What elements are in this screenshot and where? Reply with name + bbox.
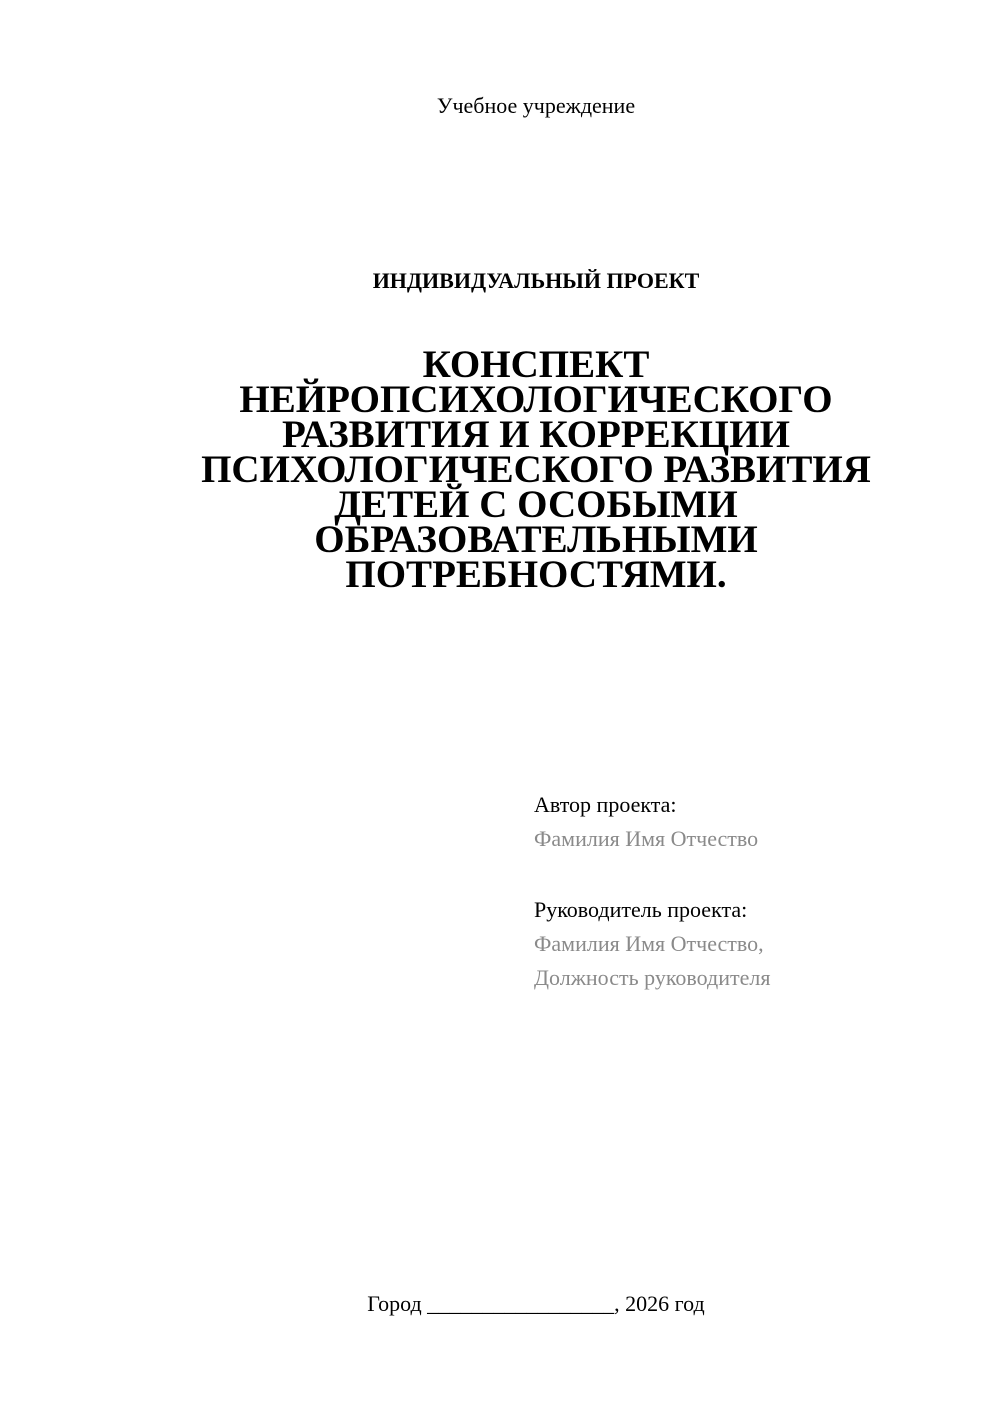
supervisor-name: Фамилия Имя Отчество, <box>534 931 764 956</box>
author-label: Автор проекта: <box>534 792 677 817</box>
project-title <box>150 343 922 596</box>
supervisor-label: Руководитель проекта: <box>534 897 748 922</box>
project-title-line: РАЗВИТИЯ И КОРРЕКЦИИ <box>282 413 790 456</box>
institution-name: Учебное учреждение <box>436 93 636 118</box>
project-title-line: НЕЙРОПСИХОЛОГИЧЕСКОГО <box>239 378 833 421</box>
supervisor-block <box>534 893 770 995</box>
project-title-line: ПСИХОЛОГИЧЕСКОГО РАЗВИТИЯ <box>201 448 871 491</box>
project-title-line: ДЕТЕЙ С ОСОБЫМИ <box>334 483 738 526</box>
project-type-heading: ИНДИВИДУАЛЬНЫЙ ПРОЕКТ <box>372 268 700 293</box>
project-title-line: КОНСПЕКТ <box>422 343 650 386</box>
project-title-line: ОБРАЗОВАТЕЛЬНЫМИ <box>314 518 758 561</box>
author-name: Фамилия Имя Отчество <box>534 826 759 851</box>
project-title-line: ПОТРЕБНОСТЯМИ. <box>345 553 727 596</box>
supervisor-position: Должность руководителя <box>534 965 771 990</box>
city-year-line: Город _________________, 2026 год <box>367 1291 705 1316</box>
author-block <box>534 788 758 856</box>
